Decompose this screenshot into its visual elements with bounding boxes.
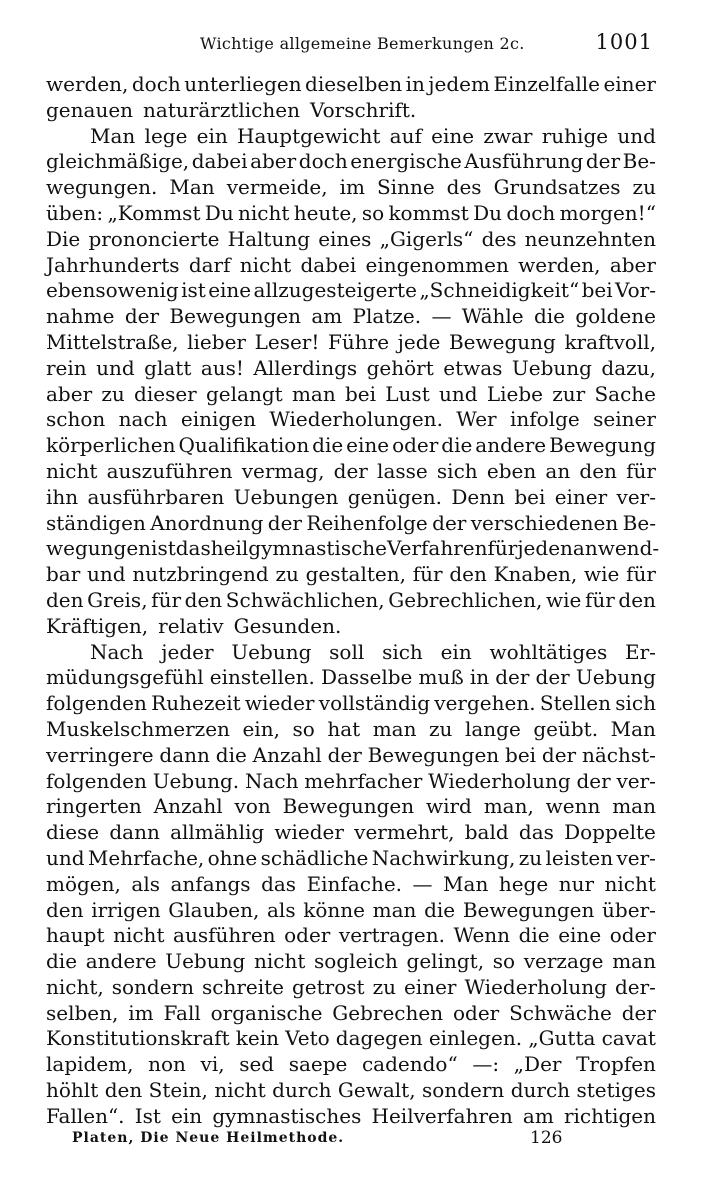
text-line: üben: „Kommst Du nicht heute, so kommst Du doch morgen!“: [46, 200, 656, 225]
text-line: haupt nicht ausführen oder vertragen. Wenn die eine oder: [46, 923, 656, 948]
text-line: genauen naturärztlichen Vorschrift.: [46, 97, 417, 122]
text-line: Die prononcierte Haltung eines „Gigerls“ des neunzehnten: [46, 226, 656, 251]
text-line: nicht, sondern schreite getrost zu einer Wiederholung der-: [46, 974, 656, 999]
text-line: Fallen“. Ist ein gymnastisches Heilverfahren am richtigen: [46, 1103, 656, 1128]
text-line: und Mehrfache, ohne schädliche Nachwirkung, zu leisten ver-: [46, 845, 656, 870]
text-line: Man lege ein Hauptgewicht auf eine zwar ruhige und: [90, 123, 656, 148]
text-line: folgenden Ruhezeit wieder vollständig vergehen. Stellen sich: [46, 691, 656, 716]
text-line: rein und glatt aus! Allerdings gehört etwas Uebung dazu,: [46, 355, 656, 380]
text-line: diese dann allmählig wieder vermehrt, bald das Doppelte: [46, 820, 656, 845]
footer-author-title: Platen, Die Neue Heilmethode.: [72, 1130, 345, 1146]
text-line: verringere dann die Anzahl der Bewegungen bei der nächst-: [46, 742, 656, 767]
text-line: aber zu dieser gelangt man bei Lust und Liebe zur Sache: [46, 381, 656, 406]
text-line: Jahrhunderts darf nicht dabei eingenommen werden, aber: [46, 252, 656, 277]
text-line: werden, doch unterliegen dieselben in jedem Einzelfalle einer: [46, 72, 656, 96]
text-line: nicht auszuführen vermag, der lasse sich eben an den für: [46, 458, 656, 483]
text-line: höhlt den Stein, nicht durch Gewalt, sondern durch stetiges: [46, 1078, 656, 1103]
text-line: Kräftigen, relativ Gesunden.: [46, 613, 342, 638]
text-line: den irrigen Glauben, als könne man die Bewegungen über-: [46, 897, 656, 922]
body-text: [46, 72, 660, 1130]
text-line: ringerten Anzahl von Bewegungen wird man, wenn man: [46, 794, 656, 819]
text-line: folgenden Uebung. Nach mehrfacher Wiederholung der ver-: [46, 768, 656, 793]
text-line: Mittelstraße, lieber Leser! Führe jede Bewegung kraftvoll,: [46, 329, 656, 354]
text-line: den Greis, für den Schwächlichen, Gebrechlichen, wie für den: [46, 587, 656, 612]
text-line: mögen, als anfangs das Einfache. — Man hege nur nicht: [46, 871, 656, 896]
text-line: ständigen Anordnung der Reihenfolge der verschiedenen Be-: [46, 510, 656, 535]
text-line: schon nach einigen Wiederholungen. Wer infolge seiner: [46, 407, 656, 432]
page-number: 1001: [595, 30, 653, 54]
text-line: die andere Uebung nicht sogleich gelingt, so verzage man: [46, 949, 656, 974]
text-line: Nach jeder Uebung soll sich ein wohltätiges Er-: [90, 639, 656, 664]
text-line: bar und nutzbringend zu gestalten, für den Knaben, wie für: [46, 562, 656, 587]
text-line: Konstitutionskraft kein Veto dagegen einlegen. „Gutta cavat: [46, 1026, 656, 1051]
text-line: selben, im Fall organische Gebrechen oder Schwäche der: [46, 1000, 656, 1025]
text-line: müdungsgefühl einstellen. Dasselbe muß in der der Uebung: [46, 665, 656, 690]
text-line: wegungen. Man vermeide, im Sinne des Grundsatzes zu: [46, 175, 656, 200]
text-line: ihn ausführbaren Uebungen genügen. Denn bei einer ver-: [46, 484, 656, 509]
text-line: gleichmäßige, dabei aber doch energische Ausführung der Be-: [46, 149, 656, 174]
signature-mark: 126: [530, 1128, 563, 1148]
running-title: Wichtige allgemeine Bemerkungen 2c.: [200, 34, 525, 53]
text-line: körperlichen Qualifikation die eine oder die andere Bewegung: [46, 433, 656, 458]
text-line: Muskelschmerzen ein, so hat man zu lange geübt. Man: [46, 716, 656, 741]
text-line: lapidem, non vi, sed saepe cadendo“ —: „Der Tropfen: [46, 1052, 656, 1077]
text-line: wegungen ist das heilgymnastische Verfahren für jeden anwend-: [46, 536, 660, 561]
text-line: nahme der Bewegungen am Platze. — Wähle die goldene: [46, 304, 656, 329]
text-line: ebensowenig ist eine allzugesteigerte „Schneidigkeit“ bei Vor-: [46, 278, 656, 303]
